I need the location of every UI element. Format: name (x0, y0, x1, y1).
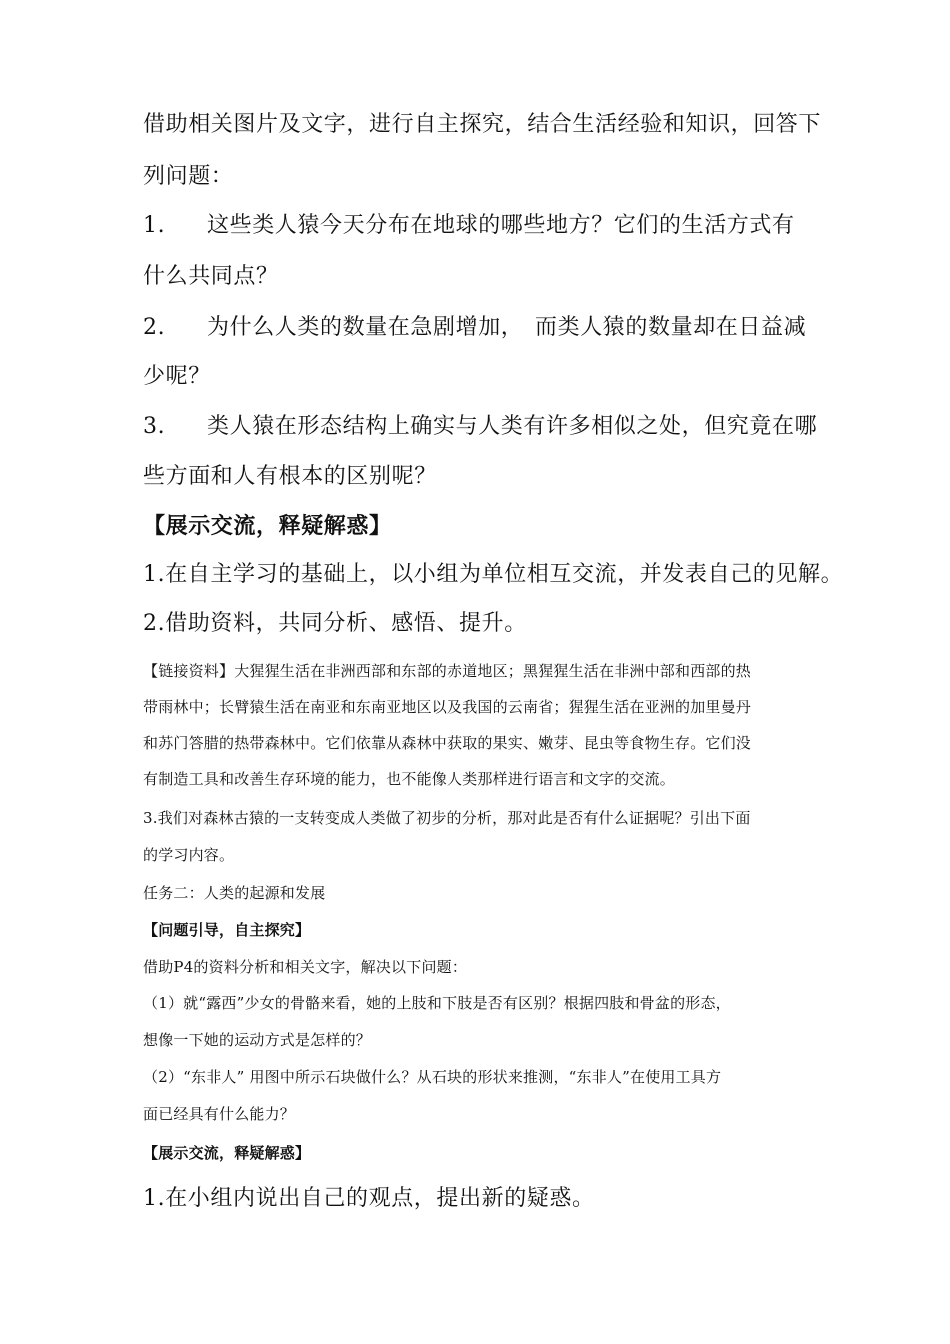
question-3-cont: 些方面和人有根本的区别呢？ (143, 464, 437, 489)
question-number: 1. (143, 213, 166, 238)
task-question-2-cont: 面已经具有什么能力？ (143, 1105, 296, 1123)
question-2-cont: 少呢？ (143, 364, 211, 389)
item3-line-1: 3.我们对森林古猿的一支转变成人类做了初步的分析，那对此是否有什么证据呢？引出下面 (143, 809, 751, 827)
resource-line-2: 带雨林中；长臂猿生活在南亚和东南亚地区以及我国的云南省；猩猩生活在亚洲的加里曼丹 (143, 698, 752, 716)
section-heading-2: 【展示交流，释疑解惑】 (143, 1144, 311, 1162)
question-number: 3. (143, 414, 166, 439)
question-1-cont: 什么共同点？ (143, 264, 279, 289)
section-item-1: 1.在自主学习的基础上，以小组为单位相互交流，并发表自己的见解。 (143, 562, 844, 587)
resource-line-3: 和苏门答腊的热带森林中。它们依靠从森林中获取的果实、嫩芽、昆虫等食物生存。它们没 (143, 734, 752, 752)
question-text: 这些类人猿今天分布在地球的哪些地方？它们的生活方式有 (207, 213, 795, 238)
section-item-2: 2.借助资料，共同分析、感悟、提升。 (143, 611, 527, 636)
item3-line-2: 的学习内容。 (143, 846, 235, 864)
intro-line-1: 借助相关图片及文字，进行自主探究，结合生活经验和知识，回答下 (143, 112, 822, 137)
task-question-2: （2）“东非人” 用图中所示石块做什么？从石块的形状来推测，“东非人”在使用工具方 (143, 1068, 722, 1086)
task-intro: 借助P4的资料分析和相关文字，解决以下问题： (143, 958, 468, 976)
task-heading: 【问题引导，自主探究】 (143, 921, 311, 939)
question-number: 2. (143, 315, 166, 340)
question-text: 为什么人类的数量在急剧增加， 而类人猿的数量却在日益减 (207, 315, 807, 340)
question-1 (143, 208, 795, 239)
task-title: 任务二：人类的起源和发展 (143, 884, 326, 902)
question-3 (143, 409, 817, 440)
question-text: 类人猿在形态结构上确实与人类有许多相似之处，但究竟在哪 (207, 414, 818, 439)
section-heading: 【展示交流，释疑解惑】 (143, 513, 392, 539)
question-2 (143, 310, 806, 341)
intro-line-2: 列问题： (143, 164, 234, 189)
resource-line-1: 【链接资料】大猩猩生活在非洲西部和东部的赤道地区；黑猩猩生活在非洲中部和西部的热 (143, 662, 752, 680)
task-question-1-cont: 想像一下她的运动方式是怎样的？ (143, 1031, 372, 1049)
section-2-item-1: 1.在小组内说出自己的观点，提出新的疑惑。 (143, 1186, 595, 1211)
task-question-1: （1）就“露西”少女的骨骼来看，她的上肢和下肢是否有区别？根据四肢和骨盆的形态， (143, 994, 731, 1012)
resource-line-4: 有制造工具和改善生存环境的能力，也不能像人类那样进行语言和文字的交流。 (143, 770, 676, 788)
